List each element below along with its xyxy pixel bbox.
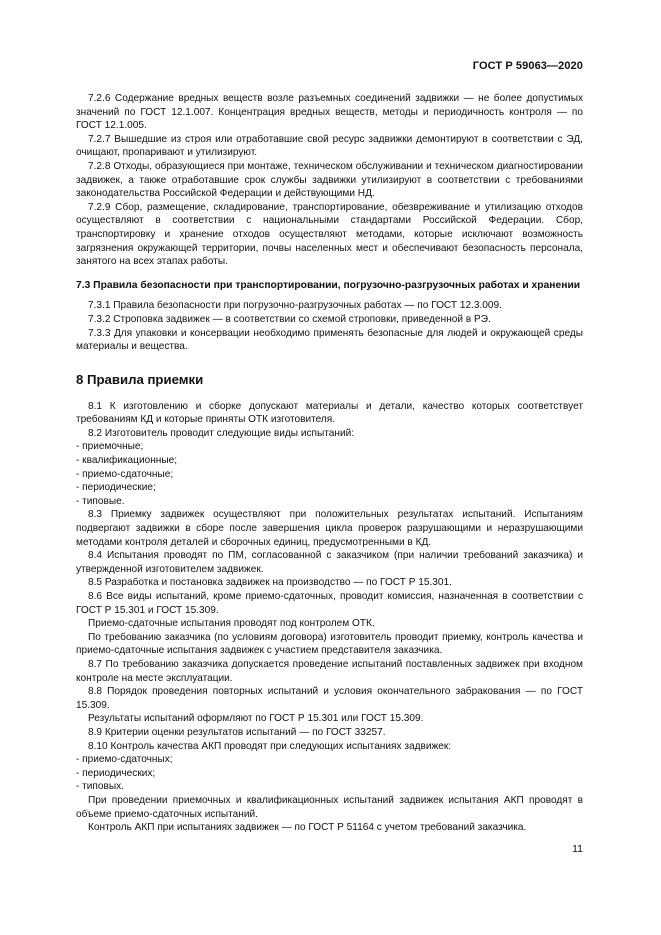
- paragraph-8-4: 8.4 Испытания проводят по ПМ, согласованной с заказчиком (при наличии требований заказчика) и утвержденной изготовителем задвижек.: [76, 550, 583, 575]
- paragraph-8-1: 8.1 К изготовлению и сборке допускают материалы и детали, качество которых соответствует требованиям КД и которые приняты ОТК изготовителя.: [76, 400, 583, 426]
- paragraph-8-9: 8.9 Критерии оценки результатов испытаний — по ГОСТ 33257.: [88, 726, 386, 738]
- section-title-8: 8 Правила приемки: [76, 371, 204, 387]
- document-code: ГОСТ Р 59063—2020: [472, 60, 583, 72]
- paragraph-8-6: 8.6 Все виды испытаний, кроме приемо-сдаточных, проводит комиссия, назначенная в соответствии с ГОСТ Р 15.301 и ГОСТ 15.309.: [76, 591, 583, 616]
- paragraph-8-6-otk: Приемо-сдаточные испытания проводят под контролем ОТК.: [88, 618, 375, 630]
- list-item: - типовых.: [76, 781, 124, 793]
- page-content: [76, 92, 583, 835]
- subsection-title-7-3: 7.3 Правила безопасности при транспортировании, погрузочно-разгрузочных работах и хранении: [76, 279, 581, 291]
- paragraph-8-5: 8.5 Разработка и постановка задвижек на производство — по ГОСТ Р 15.301.: [88, 577, 452, 589]
- list-item: - периодические;: [76, 482, 156, 494]
- paragraph-8-8-results: Результаты испытаний оформляют по ГОСТ Р 15.301 или ГОСТ 15.309.: [88, 713, 424, 725]
- list-item: - периодических;: [76, 767, 156, 779]
- paragraph-8-2: 8.2 Изготовитель проводит следующие виды испытаний:: [88, 427, 355, 439]
- paragraph-7-2-7: 7.2.7 Вышедшие из строя или отработавшие свой ресурс задвижки демонтируют в соответствии с ЭД, очищают, пропаривают и утилизируют.: [76, 133, 583, 159]
- paragraph-8-10-scope: При проведении приемочных и квалификационных испытаний задвижек испытания АКП проводят в объеме приемо-сдаточных испытаний.: [76, 794, 583, 820]
- paragraph-8-10-control: Контроль АКП при испытаниях задвижек — по ГОСТ Р 51164 с учетом требований заказчика.: [88, 822, 527, 834]
- paragraph-8-7: 8.7 По требованию заказчика допускается проведение испытаний поставленных задвижек при входном контроле на месте эксплуатации.: [76, 658, 583, 684]
- list-item: - типовые.: [76, 495, 125, 507]
- page-number: 11: [572, 843, 583, 855]
- paragraph-7-2-9: 7.2.9 Сбор, размещение, складирование, транспортирование, обезвреживание и утилизацию отходов осуществляют в соответствии с национальными стандартами Российской Федерации. Сбор, транспортировку и хранение отходов осуществляют методами, которые исключают возможность загрязнения окружающей территории, почвы населенных мест и обеспечивают безопасность персонала, занятого на всех этапах работы.: [76, 201, 583, 268]
- list-item: - приемо-сдаточных;: [76, 754, 173, 766]
- paragraph-7-2-8: 7.2.8 Отходы, образующиеся при монтаже, техническом обслуживании и техническом диагностировании задвижек, а также отработавшие срок службы задвижки утилизируют в соответствии с требованиями законодательства Российской Федерации и действующими НД.: [76, 160, 583, 200]
- paragraph-7-3-3: 7.3.3 Для упаковки и консервации необходимо применять безопасные для людей и окружающей среды материалы и вещества.: [76, 327, 583, 353]
- paragraph-8-6-customer: По требованию заказчика (по условиям договора) изготовитель проводит приемку, контроль качества и приемо-сдаточные испытания задвижек с участием представителя заказчика.: [76, 631, 583, 657]
- list-item: - квалификационные;: [76, 455, 178, 467]
- paragraph-7-3-1: 7.3.1 Правила безопасности при погрузочно-разгрузочных работах — по ГОСТ 12.3.009.: [88, 300, 502, 312]
- paragraph-7-2-6: 7.2.6 Содержание вредных веществ возле разъемных соединений задвижки — не более допустимых значений по ГОСТ 12.1.007. Концентрация вредных веществ, методы и периодичность контроля — по ГОСТ 12.1.005.: [76, 93, 583, 132]
- paragraph-8-10: 8.10 Контроль качества АКП проводят при следующих испытаниях задвижек:: [88, 740, 452, 752]
- list-item: - приемо-сдаточные;: [76, 468, 174, 480]
- paragraph-7-3-2: 7.3.2 Строповка задвижек — в соответствии со схемой строповки, приведенной в РЭ.: [88, 313, 491, 325]
- list-item: - приемочные;: [76, 441, 144, 453]
- paragraph-8-8: 8.8 Порядок проведения повторных испытаний и условия окончательного забракования — по ГОСТ 15.309.: [76, 686, 583, 711]
- paragraph-8-3: 8.3 Приемку задвижек осуществляют при положительных результатах испытаний. Испытаниям подвергают задвижки в сборе после завершения цикла проверок разрушающими и неразрушающими методами контроля деталей и сборочных единиц, предусмотренными в КД.: [76, 509, 583, 548]
